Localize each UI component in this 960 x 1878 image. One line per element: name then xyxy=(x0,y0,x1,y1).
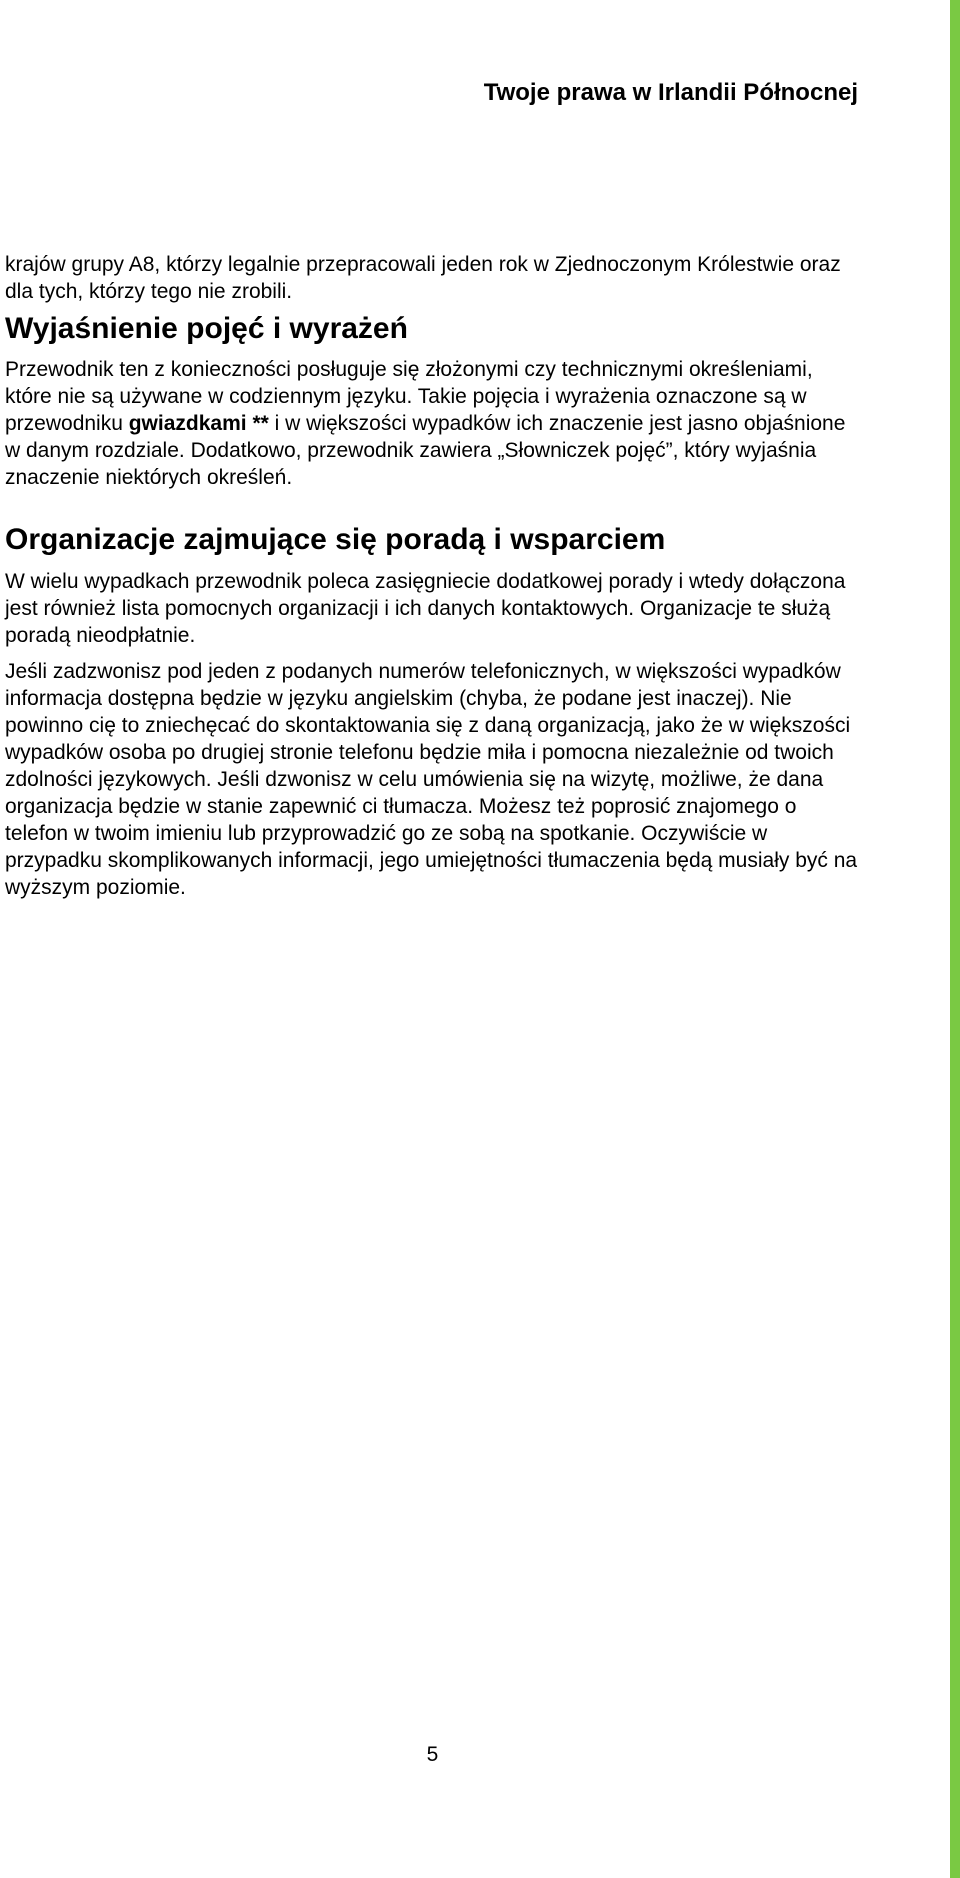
organizations-paragraph-2: Jeśli zadzwonisz pod jeden z podanych numerów telefonicznych, w większości wypadków informacja dostępna będzie w języku angielskim (chyba, że podane jest inaczej). Nie powinno cię to zniechęcać do skontaktowania się z daną organizacją, jako że w większości wypadków osoba po drugiej stronie telefonu będzie miła i pomocna niezależnie od twoich zdolności językowych. Jeśli dzwonisz w celu umówienia się na wizytę, możliwe, że dana organizacja będzie w stanie zapewnić ci tłumacza. Możesz też poprosić znajomego o telefon w twoim imieniu lub przyprowadzić go ze sobą na spotkanie. Oczywiście w przypadku skomplikowanych informacji, jego umiejętności tłumaczenia będą musiały być na wyższym poziomie. xyxy=(5,660,858,899)
definitions-text-part1: Przewodnik ten z konieczności posługuje się złożonymi czy technicznymi określeniami, które nie są używane w codziennym języku. Takie pojęcia i wyrażenia oznaczone są w przewodniku xyxy=(5,358,813,435)
definitions-asterisks-emphasis: gwiazdkami ** xyxy=(128,412,269,435)
section-heading-organizations: Organizacje zajmujące się poradą i wsparciem xyxy=(5,523,666,556)
definitions-text-part2: i w większości wypadków ich znaczenie jest jasno objaśnione w danym rozdziale. Dodatkowo, przewodnik zawiera „Słowniczek pojęć”, który wyjaśnia znaczenie niektórych określeń. xyxy=(5,412,846,489)
intro-paragraph: krajów grupy A8, którzy legalnie przepracowali jeden rok w Zjednoczonym Królestwie oraz dla tych, którzy tego nie zrobili. xyxy=(5,253,841,303)
section-heading-definitions: Wyjaśnienie pojęć i wyrażeń xyxy=(5,312,408,345)
organizations-paragraph-1: W wielu wypadkach przewodnik poleca zasięgniecie dodatkowej porady i wtedy dołączona jest również lista pomocnych organizacji i ich danych kontaktowych. Organizacje te służą poradą nieodpłatnie. xyxy=(5,570,846,647)
page-number: 5 xyxy=(426,1743,439,1766)
page-content xyxy=(5,251,865,901)
green-accent-rule xyxy=(950,0,960,1878)
running-header: Twoje prawa w Irlandii Północnej xyxy=(483,79,858,106)
definitions-paragraph xyxy=(5,356,865,491)
